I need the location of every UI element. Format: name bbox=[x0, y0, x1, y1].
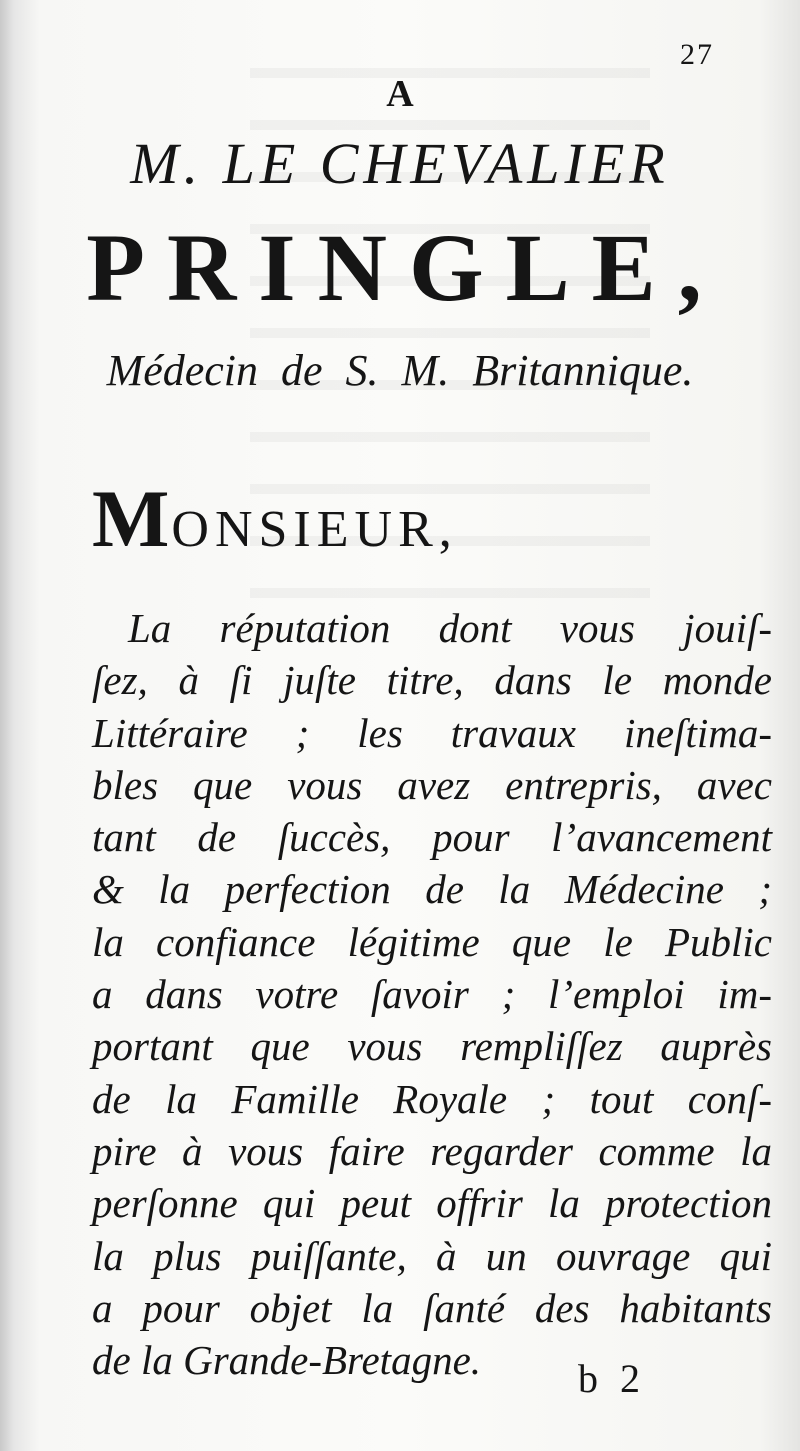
text-line: ſez, à ſi juſte titre, dans le monde bbox=[92, 657, 772, 704]
text-line: portant que vous rempliſſez auprès bbox=[92, 1023, 772, 1070]
text-line: a pour objet la ſanté des habitants bbox=[92, 1284, 772, 1331]
dedication-to: A bbox=[386, 73, 414, 115]
text-line: de la Famille Royale ; tout conſ- bbox=[92, 1075, 772, 1122]
letter-body bbox=[92, 602, 772, 1386]
signature-mark: b 2 bbox=[578, 1356, 646, 1401]
greeting bbox=[92, 473, 458, 564]
text-line: pire à vous faire regarder comme la bbox=[92, 1127, 772, 1174]
page-number: 27 bbox=[680, 38, 714, 71]
dedicatee-title: M. LE CHEVALIER bbox=[130, 131, 670, 196]
text-line: bles que vous avez entrepris, avec bbox=[92, 761, 772, 808]
greeting-rest: ONSIEUR, bbox=[171, 501, 458, 558]
text-line: tant de ſuccès, pour l’avancement bbox=[92, 814, 772, 861]
text-line: La réputation dont vous jouiſ- bbox=[128, 605, 772, 651]
text-line: la plus puiſſante, à un ouvrage qui bbox=[92, 1232, 772, 1279]
text-line: la confiance légitime que le Public bbox=[92, 918, 772, 965]
text-line: & la perfection de la Médecine ; bbox=[92, 866, 772, 913]
text-line: perſonne qui peut offrir la protection bbox=[92, 1180, 772, 1227]
greeting-initial: M bbox=[92, 473, 172, 564]
dedicatee-surname: PRINGLE, bbox=[86, 214, 724, 321]
text-line-last: de la Grande-Bretagne. bbox=[92, 1337, 482, 1384]
text-line: a dans votre ſavoir ; l’emploi im- bbox=[92, 971, 772, 1018]
dedicatee-office: Médecin de S. M. Britannique. bbox=[106, 346, 694, 395]
text-line: Littéraire ; les travaux ineſtima- bbox=[92, 709, 772, 756]
